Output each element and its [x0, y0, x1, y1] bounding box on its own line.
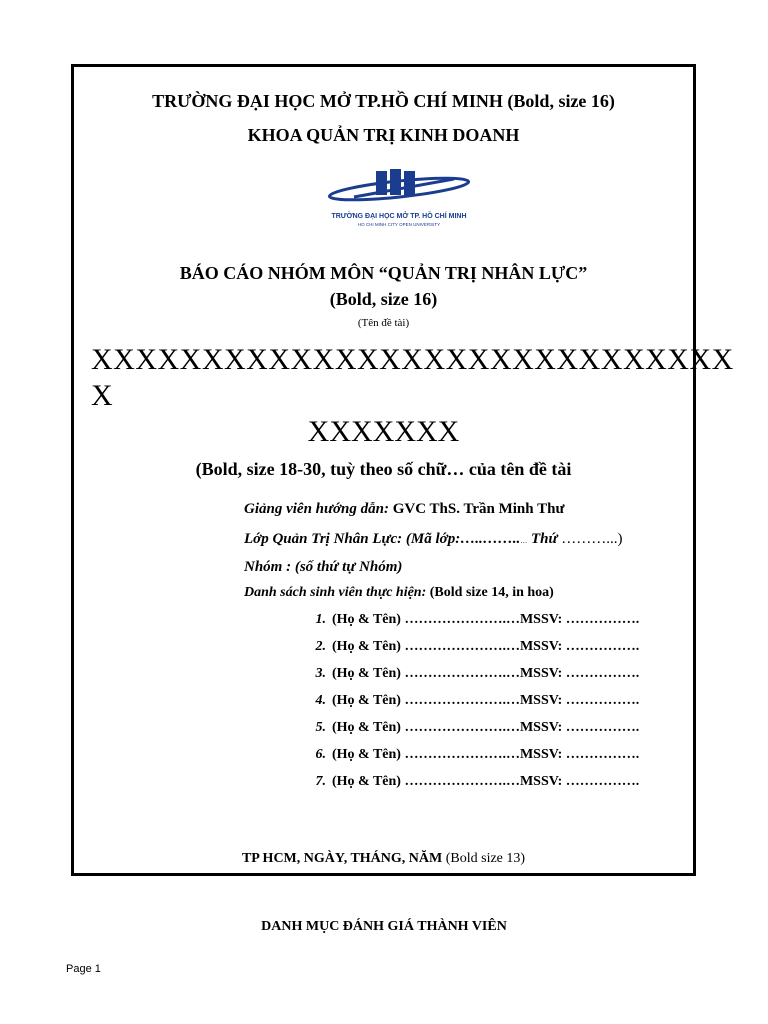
class-row — [244, 531, 622, 548]
place-date-line — [74, 851, 693, 867]
day-label: Thứ — [530, 531, 558, 547]
page-number: Page 1 — [66, 963, 101, 975]
place-date: TP HCM, NGÀY, THÁNG, NĂM — [241, 851, 443, 866]
next-section-heading: DANH MỤC ĐÁNH GIÁ THÀNH VIÊN — [261, 919, 507, 934]
member-row: 4. (Họ & Tên) ………………….…MSSV: ……………. — [315, 693, 640, 708]
topic-note: (Bold, size 18-30, tuỳ theo số chữ… của tên đề tài — [195, 459, 572, 479]
member-row: 2. (Họ & Tên) ………………….…MSSV: ……………. — [315, 639, 640, 654]
member-row: 3. (Họ & Tên) ………………….…MSSV: ……………. — [315, 666, 640, 681]
lecturer-row — [244, 501, 564, 518]
faculty-name: KHOA QUẢN TRỊ KINH DOANH — [247, 125, 520, 145]
topic-placeholder-line1: XXXXXXXXXXXXXXXXXXXXXXXXXXXXX — [91, 343, 734, 376]
logo-subcaption: HO CHI MINH CITY OPEN UNIVERSITY — [357, 222, 441, 227]
cover-page-frame — [71, 64, 734, 876]
topic-placeholder-line2: X — [91, 379, 113, 412]
group-row: Nhóm : (số thứ tự Nhóm) — [244, 559, 403, 575]
report-title: BÁO CÁO NHÓM MÔN “QUẢN TRỊ NHÂN LỰC” — [179, 263, 588, 283]
lecturer-label: Giảng viên hướng dẫn: — [244, 501, 389, 517]
logo-caption: TRƯỜNG ĐẠI HỌC MỞ TP. HỒ CHÍ MINH — [331, 213, 467, 220]
university-logo-icon — [314, 167, 484, 229]
students-label: Danh sách sinh viên thực hiện: — [244, 585, 427, 600]
member-row: 5. (Họ & Tên) ………………….…MSSV: ……………. — [315, 720, 640, 735]
topic-placeholder-line3: XXXXXXX — [307, 415, 460, 448]
class-label: Lớp Quản Trị Nhân Lực: (Mã lớp:…..…….. — [244, 531, 521, 547]
member-row: 6. (Họ & Tên) ………………….…MSSV: ……………. — [315, 747, 640, 762]
report-title-note: (Bold, size 16) — [329, 289, 438, 309]
university-name: TRƯỜNG ĐẠI HỌC MỞ TP.HỒ CHÍ MINH (Bold, size 16) — [152, 91, 615, 111]
class-sub: … — [520, 537, 528, 545]
students-row — [244, 585, 554, 601]
day-value: ………...) — [561, 531, 623, 547]
member-row: 7. (Họ & Tên) ………………….…MSSV: ……………. — [315, 774, 640, 789]
lecturer-name: GVC ThS. Trần Minh Thư — [392, 501, 565, 517]
place-date-note: (Bold size 13) — [445, 851, 526, 866]
students-note: (Bold size 14, in hoa) — [429, 585, 554, 600]
member-row: 1. (Họ & Tên) ………………….…MSSV: ……………. — [315, 612, 640, 627]
topic-label: (Tên đề tài) — [357, 317, 410, 329]
